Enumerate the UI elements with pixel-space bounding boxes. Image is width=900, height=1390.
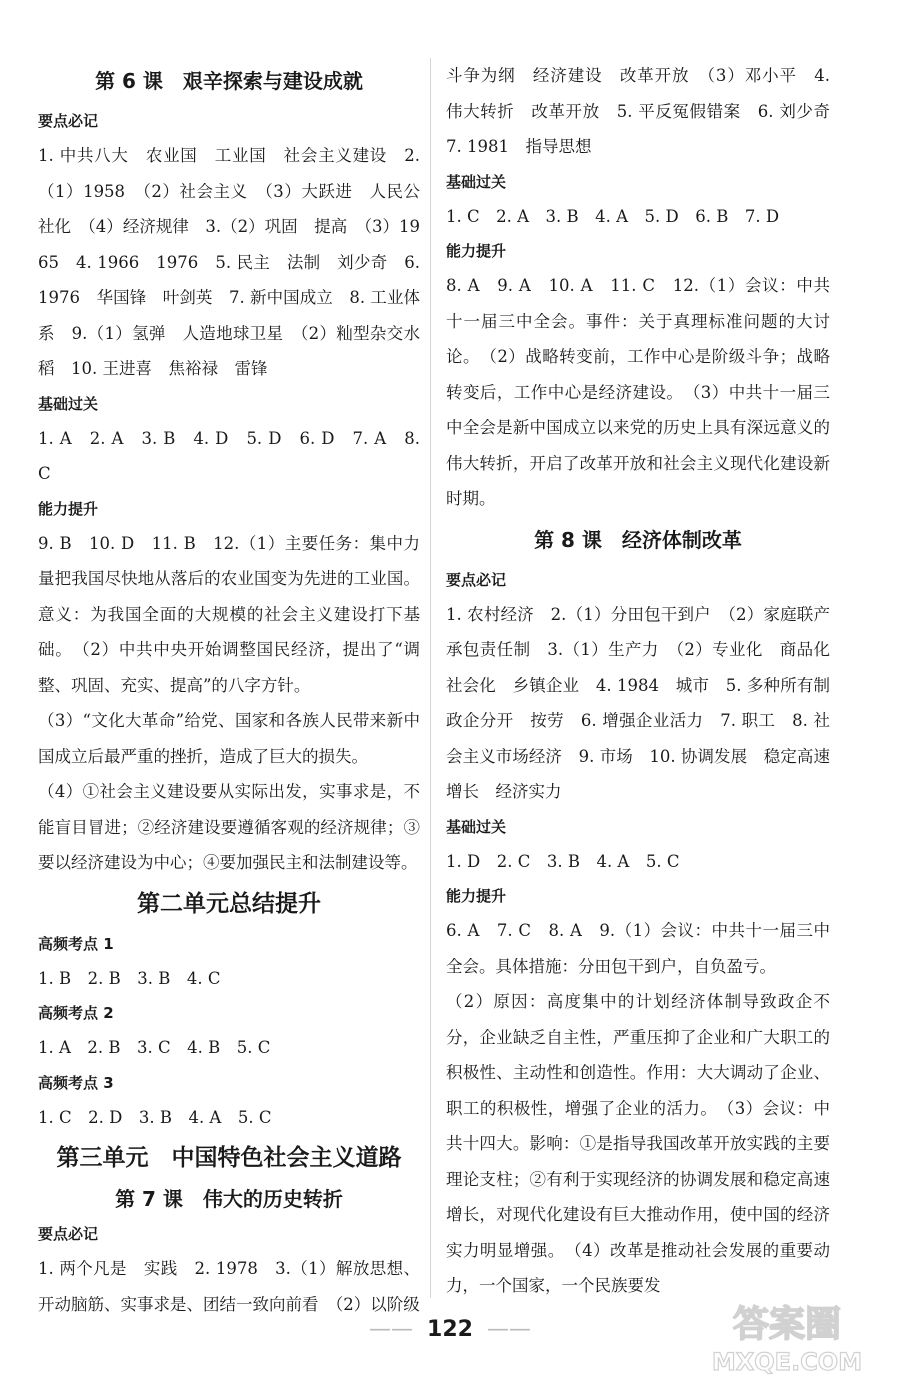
lesson-8-ability-answer-2: （2）原因：高度集中的计划经济体制导致政企不分，企业缺乏自主性，严重压抑了企业和广大职工的积极性、主动性和创造性。作用：大大调动了企业、职工的积极性，增强了企业的活力。 （3）会议：中共十四大。影响：①是指导我国改革开放实践的主要理论支柱；②有利于实现经济的协调发展和稳定高速增长，对现代化建设有巨大推动作用，使中国的经济实力明显增强。 （4）改革是推动社会发展的重要动力，一个国家，一个民族要发 xyxy=(446,992,830,1295)
section-basic: 基础过关 xyxy=(446,172,507,191)
lesson-6-ability-answer-4: （4）①社会主义建设要从实际出发，实事求是，不能盲目冒进；②经济建设要遵循客观的经济规律；③要以经济建设为中心；④要加强民主和法制建设等。 xyxy=(38,782,420,872)
section-ability: 能力提升 xyxy=(38,499,99,518)
section-basic: 基础过关 xyxy=(38,394,99,413)
section-ability: 能力提升 xyxy=(446,242,507,260)
lesson-6-key-points: 1. 中共八大 农业国 工业国 社会主义建设 2.（1）1958 （2）社会主义 （3）大跃进 人民公社化 （4）经济规律 3.（2）巩固 提高 （3）1965 4. 1966 1976 5. 民主 法制 刘少奇 6. 1976 华国锋 叶剑英 7. 新中国成立 8. 工业体系 9.（1）氢弹 人造地球卫星 （2）籼型杂交水稻 10. 王进喜 焦裕禄 雷锋 xyxy=(38,146,420,378)
unit-2-summary-title: 第二单元总结提升 xyxy=(137,890,321,917)
key-topic-2-heading: 高频考点 2 xyxy=(38,1004,114,1022)
section-key-points: 要点必记 xyxy=(38,1225,99,1243)
key-topic-1-answers: 1. B 2. B 3. B 4. C xyxy=(38,968,221,988)
lesson-8-title: 第 8 课 经济体制改革 xyxy=(534,527,742,552)
lesson-6-title: 第 6 课 艰辛探索与建设成就 xyxy=(95,69,363,93)
lesson-6-basic-answers: 1. A 2. A 3. B 4. D 5. D 6. D 7. A 8. C xyxy=(38,428,420,483)
key-topic-3-answers: 1. C 2. D 3. B 4. A 5. C xyxy=(38,1107,272,1127)
lesson-7-key-points: 1. 两个凡是 实践 2. 1978 3.（1）解放思想、开动脑筋、实事求是、团结一致向前看 （2）以阶级 xyxy=(38,1259,420,1314)
lesson-6-ability-answers: 9. B 10. D 11. B 12.（1）主要任务：集中力量把我国尽快地从落后的农业国变为先进的工业国。意义：为我国全面的大规模的社会主义建设打下基础。 （2）中共中央开始调整国民经济，提出了“调整、巩固、充实、提高”的八字方针。 xyxy=(38,533,420,695)
section-key-points: 要点必记 xyxy=(38,112,99,130)
lesson-6-ability-answer-3: （3）“文化大革命”给党、国家和各族人民带来新中国成立后最严重的挫折，造成了巨大的损失。 xyxy=(38,711,420,766)
watermark-graphic xyxy=(692,1294,882,1378)
watermark-text-top: 答案圈 xyxy=(732,1304,842,1345)
lesson-7-title: 第 7 课 伟大的历史转折 xyxy=(115,1187,343,1211)
lesson-7-basic-answers: 1. C 2. A 3. B 4. A 5. D 6. B 7. D xyxy=(446,206,780,226)
page-number-dash-right: —— xyxy=(486,1317,531,1342)
right-column xyxy=(446,58,847,1304)
watermark-text-bottom: MXQE.COM xyxy=(711,1348,863,1376)
lesson-8-basic-answers: 1. D 2. C 3. B 4. A 5. C xyxy=(446,851,680,871)
key-topic-3-heading: 高频考点 3 xyxy=(38,1073,114,1092)
lesson-7-ability-answers: 8. A 9. A 10. A 11. C 12.（1）会议：中共十一届三中全会。事件：关于真理标准问题的大讨论。 （2）战略转变前，工作中心是阶级斗争；战略转变后，工作中心是经济建设。 （3）中共十一届三中全会是新中国成立以来党的历史上具有深远意义的伟大转折，开启了改革开放和社会主义现代化建设新时期。 xyxy=(446,276,830,508)
watermark-logo xyxy=(692,1294,882,1378)
page-number-value: 122 xyxy=(427,1317,473,1342)
lesson-8-key-points: 1. 农村经济 2.（1）分田包干到户 （2）家庭联产承包责任制 3.（1）生产力 （2）专业化 商品化 社会化 乡镇企业 4. 1984 城市 5. 多种所有制 政企分开 按劳 6. 增强企业活力 7. 职工 8. 社会主义市场经济 9. 市场 10. 协调发展 稳定高速增长 经济实力 xyxy=(446,604,847,801)
section-ability: 能力提升 xyxy=(446,887,507,905)
section-key-points: 要点必记 xyxy=(446,570,507,589)
unit-3-title: 第三单元 中国特色社会主义道路 xyxy=(56,1145,402,1171)
key-topic-1-heading: 高频考点 1 xyxy=(38,934,114,953)
lesson-8-ability-answers: 6. A 7. C 8. A 9.（1）会议：中共十一届三中全会。具体措施：分田包干到户，自负盈亏。 xyxy=(446,921,830,976)
lesson-7-key-points-continued: 斗争为纲 经济建设 改革开放 （3）邓小平 4. 伟大转折 改革开放 5. 平反冤假错案 6. 刘少奇 7. 1981 指导思想 xyxy=(446,66,847,156)
section-basic: 基础过关 xyxy=(446,817,507,836)
column-divider xyxy=(430,58,431,1298)
page-number-dash-left: —— xyxy=(369,1317,414,1342)
left-column xyxy=(38,58,420,1322)
key-topic-2-answers: 1. A 2. B 3. C 4. B 5. C xyxy=(38,1038,271,1057)
